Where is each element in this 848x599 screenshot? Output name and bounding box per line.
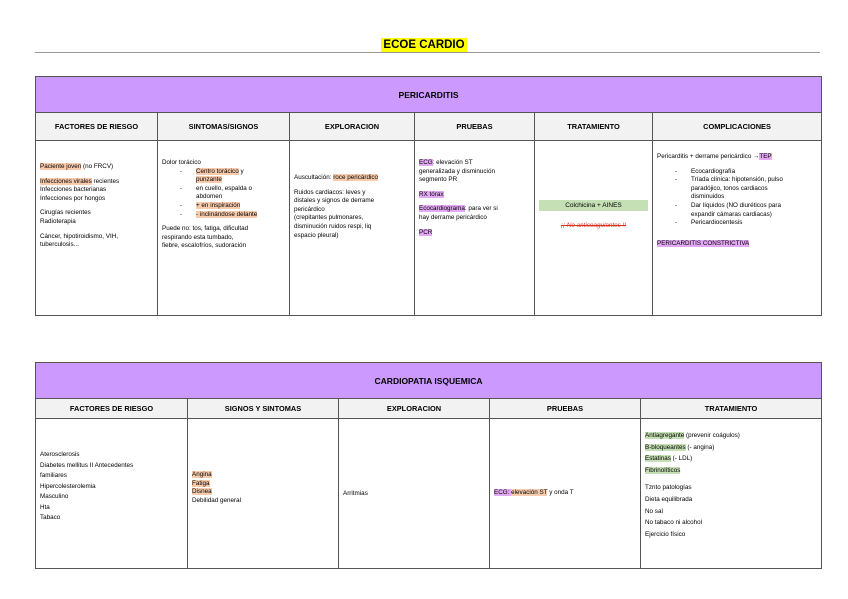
header-signos-ci: SIGNOS Y SINTOMAS: [188, 399, 339, 419]
cirugias-recientes: Cirugías recientes: [40, 209, 91, 217]
header-factores-ci: FACTORES DE RIESGO: [36, 399, 188, 419]
en-inspiracion: inspiración: [210, 201, 241, 209]
cardiopatia-exploracion-cell: [339, 419, 490, 569]
header-factores: FACTORES DE RIESGO: [36, 113, 158, 141]
pericarditis-table: [35, 76, 822, 316]
centro-toracico: Centro torácico: [196, 167, 239, 175]
pericarditis-title: PERICARDITIS: [36, 77, 822, 113]
arritmias: Arritmias: [343, 490, 368, 497]
ecg-cardiopatia: ECG: [494, 489, 508, 496]
pericarditis-pruebas-cell: ECG: elevación ST generalizada y disminución segmento PR RX tórax Ecocardiograma: para ver si hay derrame pericárdico PCR: [415, 141, 535, 316]
antiagregante: Antiagregante: [645, 432, 685, 439]
tep: TEP: [759, 153, 772, 160]
title-divider: [35, 52, 820, 53]
pericarditis-tratamiento-cell: [535, 141, 653, 316]
header-tratamiento: TRATAMIENTO: [535, 113, 653, 141]
puede-no-line3: fiebre, escalofríos, sudoración: [162, 242, 247, 250]
estatinas: Estatinas: [645, 455, 671, 463]
elevacion-st: elevación ST: [511, 489, 548, 496]
dolor-toracico: Dolor torácico: [162, 159, 201, 166]
cardiopatia-tratamiento-cell: Antiagregante (prevenir coágulos) B-bloqueantes (- angina) Estatinas (- LDL) Fibrinolíticos Tznto patologías Dieta equilibrada No sal No tabaco ni alcohol Ejercicio físico: [641, 419, 822, 569]
cardiopatia-title: CARDIOPATIA ISQUEMICA: [36, 363, 822, 399]
tuberculosis-line: tuberculosis...: [40, 241, 79, 249]
cancer-line: Cáncer, hipotiroidismo, VIH,: [40, 232, 119, 240]
colchicina-aines: Colchicina + AINES: [539, 200, 648, 211]
header-sintomas: SINTOMAS/SIGNOS: [158, 113, 290, 141]
ecg-pericarditis: ECG: [419, 159, 433, 166]
cardiopatia-pruebas-cell: ECG: elevación ST y onda T: [490, 419, 641, 569]
header-exploracion: EXPLORACION: [290, 113, 415, 141]
infecciones-hongos: Infecciones por hongos: [40, 194, 106, 202]
cardiopatia-table: [35, 362, 822, 569]
no-anticoagulantes: ¡¡ No anticoagulantes !!: [560, 222, 627, 229]
puede-no-line1: Puede no: tos, fatiga, dificultad: [162, 225, 249, 233]
pericarditis-exploracion-cell: Auscultación: roce pericárdico Ruidos cardiacos: leves y distales y signos de derrame pericárdico (crepitantes pulmonares, disminución ruidos respi, liq espacio pleural): [290, 141, 415, 316]
angina: Angina: [192, 471, 212, 478]
fatiga: Fatiga: [192, 479, 210, 487]
header-complicaciones: COMPLICACIONES: [653, 113, 822, 141]
header-exploracion-ci: EXPLORACION: [339, 399, 490, 419]
header-tratamiento-ci: TRATAMIENTO: [641, 399, 822, 419]
paciente-joven: Paciente joven: [40, 163, 82, 170]
pericardiocentesis: - Pericardiocentesis: [675, 219, 817, 228]
pericarditis-factores-cell: Paciente joven (no FRCV) Infecciones virales recientes Infecciones bacterianas Infecciones por hongos Cirugías recientes Radioterapia Cáncer, hipotiroidismo, VIH, tuberculosis...: [36, 141, 158, 316]
pericarditis-constrictiva: PERICARDITIS CONSTRICTIVA: [657, 239, 750, 247]
infecciones-bacterianas: Infecciones bacterianas: [40, 186, 107, 194]
cardiopatia-signos-cell: [188, 419, 339, 569]
pcr: PCR: [419, 228, 433, 236]
pericarditis-sintomas-cell: Dolor torácico - Centro torácico y punzante - en cuello, espalda o abdomen - + en inspiración - - inclinándose delante Puede no: tos, fatiga, dificultad respirando esta tumbado, fiebre, escalofríos, sudoración: [158, 141, 290, 316]
radioterapia: Radioterapia: [40, 217, 76, 225]
header-pruebas: PRUEBAS: [415, 113, 535, 141]
fibrinoliticos: Fibrinolíticos: [645, 466, 681, 474]
cardiopatia-factores-cell: Aterosclerosis Diabetes mellitus II Antecedentes familiares Hipercolesterolemia Masculino Hta Tabaco: [36, 419, 188, 569]
ecocardiograma: Ecocardiograma: [419, 205, 465, 213]
irradiacion: en cuello, espalda o: [196, 184, 253, 192]
pericarditis-complicaciones-cell: Pericarditis + derrame pericárdico →TEP - Ecocardiografía - Tríada clínica: hipotensión, pulso paradójico, tonos cardiacos disminuidos - Dar líquidos (NO diuréticos para expandir cámaras cardiacas) - Pericardiocentesis PERICARDITIS CONSTRICTIVA: [653, 141, 822, 316]
puede-no-line2: respirando esta tumbado,: [162, 233, 234, 241]
rx-torax: RX tórax: [419, 190, 444, 198]
infecciones-virales: Infecciones virales: [40, 177, 92, 185]
punzante: punzante: [196, 176, 222, 184]
document-title: ECOE CARDIO: [383, 39, 465, 51]
inclinandose-delante: - inclinándose delante: [196, 210, 258, 218]
debilidad-general: Debilidad general: [192, 496, 242, 504]
header-pruebas-ci: PRUEBAS: [490, 399, 641, 419]
disnea: Disnea: [192, 488, 212, 496]
arrow-icon: →: [753, 153, 760, 160]
roce-pericardico: roce pericárdico: [333, 174, 379, 181]
ecocardiografia: - Ecocardiografía: [675, 168, 817, 177]
b-bloqueantes: B-bloqueantes: [645, 443, 686, 451]
